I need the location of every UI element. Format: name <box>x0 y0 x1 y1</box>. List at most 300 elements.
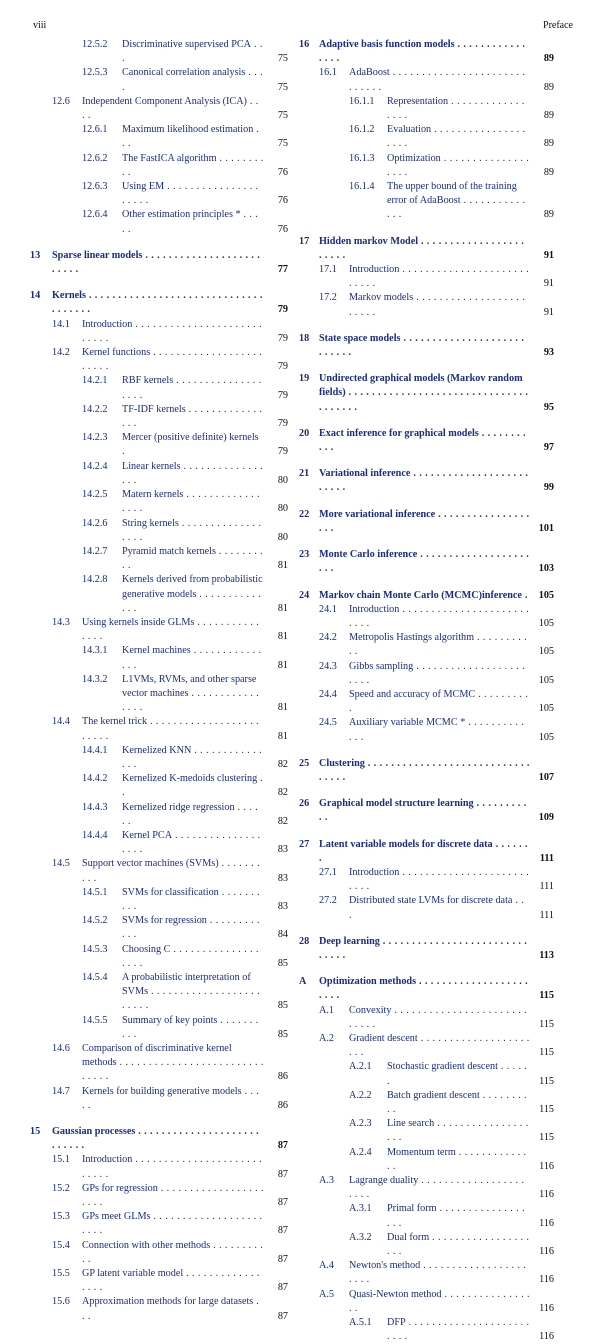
toc-entry-title: Hidden markov Model . . . . . . . . . . . . . . . . . . . . . . . <box>319 235 525 261</box>
toc-entry-title: SVMs for classification . . . . . . . . . . <box>122 886 261 912</box>
toc-entry-title: Maximum likelihood estimation . . . <box>122 124 260 150</box>
toc-entry-title: GP latent variable model . . . . . . . . . . . . . . . . . <box>82 1268 260 1294</box>
dot-leader: . . <box>122 773 264 799</box>
toc-entry-number: 27 <box>299 838 310 850</box>
toc-section-entry[interactable] <box>30 1014 288 1042</box>
dot-leader: . . . . . . . . . . . . . . . . . . . . . . . . . . . . . . . . . . . . . <box>52 290 263 316</box>
toc-entry-title: Introduction . . . . . . . . . . . . . . . . . . . . . . . . . . . <box>349 264 530 290</box>
toc-section-entry[interactable] <box>299 1032 554 1060</box>
toc-entry-page: 80 <box>277 474 288 486</box>
toc-entry-number: 14.2.1 <box>82 375 108 387</box>
dot-leader: . . . . . . . . . . . . . . . . . . . . . . <box>319 549 530 575</box>
toc-entry-page: 111 <box>539 852 554 864</box>
toc-entry-page: 93 <box>543 347 554 359</box>
toc-entry-number: 12.6.3 <box>82 181 108 193</box>
toc-section-entry[interactable] <box>30 1210 288 1238</box>
toc-section-entry[interactable] <box>299 1060 554 1088</box>
toc-entry-number: 18 <box>299 332 310 344</box>
toc-section-entry[interactable] <box>30 318 288 346</box>
toc-section-entry[interactable] <box>299 894 554 922</box>
toc-entry-page: 115 <box>539 1047 554 1059</box>
toc-entry-title: Graphical model structure learning . . . . . . . . . . . <box>319 798 527 824</box>
toc-entry-number: 12.6.1 <box>82 124 108 136</box>
toc-chapter-entry[interactable] <box>299 757 554 785</box>
toc-section-entry[interactable] <box>299 1288 554 1316</box>
dot-leader: . . . . . . . . . . . . . . . . . . . . . . . <box>349 660 526 686</box>
toc-entry-number: 14.3.1 <box>82 645 108 657</box>
toc-entry-page: 85 <box>277 957 288 969</box>
toc-entry-page: 87 <box>277 1140 288 1152</box>
toc-entry-page: 81 <box>277 730 288 742</box>
toc-entry-title: Gaussian processes . . . . . . . . . . . . . . . . . . . . . . . . . . . <box>52 1126 260 1152</box>
toc-entry-title: Introduction . . . . . . . . . . . . . . . . . . . . . . . . . . <box>349 603 530 629</box>
toc-entry-title: GPs for regression . . . . . . . . . . . . . . . . . . . . . . <box>82 1182 264 1209</box>
dot-leader: . . . . . . . . . . . . . . . . . . . . . . . . . . <box>349 866 530 893</box>
toc-entry-page: 95 <box>543 401 554 413</box>
dot-leader: . . . . . . . . . . . . <box>122 915 260 941</box>
toc-entry-page: 116 <box>539 1160 554 1172</box>
toc-section-entry[interactable] <box>30 1295 288 1323</box>
toc-section-entry[interactable] <box>299 866 554 894</box>
dot-leader: . . . <box>349 895 525 921</box>
toc-entry-page: 75 <box>277 138 288 150</box>
toc-entry-page: 105 <box>538 703 554 715</box>
toc-entry-page: 85 <box>277 1000 288 1012</box>
toc-entry-number: 14.5 <box>52 858 70 870</box>
dot-leader: . . . . . . . . . . . . . . . . . . . . . . . . . . . . <box>349 1004 528 1030</box>
toc-section-entry[interactable] <box>30 517 288 545</box>
toc-entry-number: 20 <box>299 427 310 439</box>
toc-section-entry[interactable] <box>30 886 288 914</box>
toc-entry-number: 24.3 <box>319 660 337 672</box>
toc-entry-number: 16.1.1 <box>349 95 375 107</box>
dot-leader: . . . . . . . . . . . . . . . . . . . . . . . . . . . . . . <box>82 1057 264 1083</box>
toc-section-entry[interactable] <box>30 829 288 857</box>
toc-entry-page: 109 <box>538 812 554 824</box>
toc-chapter-entry[interactable] <box>30 249 288 277</box>
toc-entry-number: A.2.4 <box>349 1146 372 1158</box>
toc-entry-number: 23 <box>299 549 310 561</box>
toc-chapter-entry[interactable] <box>299 508 554 536</box>
toc-entry-title: Stochastic gradient descent . . . . . . <box>387 1061 528 1087</box>
toc-entry-title: The FastICA algorithm . . . . . . . . . . <box>122 152 264 178</box>
toc-chapter-entry[interactable] <box>299 467 554 495</box>
toc-entry-page: 83 <box>277 844 288 856</box>
dot-leader: . . . . . . . . . . . . . . . . . . . . . . . . . <box>52 249 261 276</box>
toc-entry-title: Introduction . . . . . . . . . . . . . . . . . . . . . . . . . . . <box>82 1154 263 1180</box>
toc-entry-page: 81 <box>277 659 288 671</box>
toc-entry-number: 14.4.3 <box>82 801 108 813</box>
toc-entry-title: Monte Carlo inference . . . . . . . . . . . . . . . . . . . . . . <box>319 549 530 575</box>
toc-section-entry[interactable] <box>30 403 288 431</box>
dot-leader: . . . . . . . . . . <box>82 858 260 884</box>
dot-leader: . . . . . . . . . . . . . . . . . . . . . . . . . <box>387 1317 530 1343</box>
toc-chapter-entry[interactable] <box>299 975 554 1003</box>
dot-leader: . . . . . . . . . . . . . . <box>387 1146 527 1172</box>
toc-section-entry[interactable] <box>30 66 288 94</box>
toc-section-entry[interactable] <box>30 673 288 716</box>
running-header: Preface <box>543 20 573 31</box>
toc-entry-number: A.3.2 <box>349 1231 372 1243</box>
dot-leader: . . . <box>122 124 260 150</box>
toc-section-entry[interactable] <box>30 460 288 488</box>
toc-section-entry[interactable] <box>30 180 288 208</box>
toc-entry-title: Quasi-Newton method . . . . . . . . . . . . . . . . . <box>349 1288 530 1314</box>
toc-entry-page: 82 <box>277 787 288 799</box>
toc-entry-page: 116 <box>539 1302 554 1314</box>
dot-leader: . . . . . . . . . . . . . . . . . . . . . . . . . . . . . <box>349 67 526 93</box>
toc-section-entry[interactable] <box>30 545 288 573</box>
toc-entry-number: 24 <box>299 589 310 601</box>
dot-leader: . . . . . . . . . . <box>387 1089 527 1115</box>
toc-entry-page: 76 <box>277 195 288 207</box>
toc-section-entry[interactable] <box>299 631 554 659</box>
toc-entry-title: Momentum term . . . . . . . . . . . . . . <box>387 1146 527 1172</box>
toc-entry-page: 77 <box>277 264 288 276</box>
toc-entry-page: 79 <box>277 418 288 430</box>
toc-entry-page: 81 <box>277 631 288 643</box>
dot-leader: . . . . . . . . . . . . . . . . . . <box>387 1203 525 1229</box>
toc-entry-number: A.2.1 <box>349 1061 372 1073</box>
toc-entry-page: 86 <box>277 1099 288 1111</box>
toc-entry-page: 82 <box>277 815 288 827</box>
toc-entry-title: Markov chain Monte Carlo (MCMC)inference . <box>319 589 528 601</box>
toc-section-entry[interactable] <box>299 95 554 123</box>
toc-entry-title: DFP . . . . . . . . . . . . . . . . . . . . . . . . . <box>387 1317 530 1343</box>
toc-entry-page: 87 <box>277 1310 288 1322</box>
toc-entry-number: 15.1 <box>52 1154 70 1166</box>
toc-section-entry[interactable] <box>299 1202 554 1230</box>
toc-section-entry[interactable] <box>299 1004 554 1032</box>
toc-entry-number: 14.5.4 <box>82 972 108 983</box>
toc-entry-title: Kernelized KNN . . . . . . . . . . . . . . . <box>122 744 263 770</box>
toc-entry-number: 14.5.5 <box>82 1014 108 1026</box>
toc-entry-number: 14.2.2 <box>82 403 108 415</box>
toc-section-entry[interactable] <box>30 95 288 123</box>
toc-entry-title: Undirected graphical models (Markov random fields) . . . . . . . . . . . . . . . . . . . . . . . . . . . . . . . . . . . . . . <box>319 373 529 413</box>
toc-chapter-entry[interactable] <box>299 38 554 66</box>
toc-entry-page: 115 <box>539 1132 554 1144</box>
toc-section-entry[interactable] <box>30 971 288 1014</box>
toc-section-entry[interactable] <box>30 573 288 616</box>
toc-entry-number: 16.1.2 <box>349 124 375 136</box>
toc-entry-number: A.5.1 <box>349 1317 372 1329</box>
toc-entry-page: 116 <box>539 1217 554 1229</box>
toc-chapter-entry[interactable] <box>299 935 554 963</box>
toc-entry-number: 15.6 <box>52 1296 70 1308</box>
toc-entry-title: Deep learning . . . . . . . . . . . . . . . . . . . . . . . . . . . . . . <box>319 935 528 961</box>
dot-leader: . . . <box>82 1296 260 1322</box>
toc-entry-title: Auxiliary variable MCMC * . . . . . . . . . . . . . <box>349 717 525 743</box>
toc-entry-number: A <box>299 976 307 988</box>
toc-entry-title: Summary of key points . . . . . . . . . . <box>122 1014 259 1040</box>
toc-right-column <box>299 38 554 1344</box>
dot-leader: . . . . . . . . . . . . . . . . . . . . . <box>122 181 259 207</box>
toc-entry-title: L1VMs, RVMs, and other sparse vector machines . . . . . . . . . . . . . . . . <box>122 673 260 714</box>
toc-entry-page: 91 <box>543 278 554 290</box>
toc-chapter-entry[interactable] <box>299 427 554 455</box>
dot-leader: . . . . . . . . . . . <box>319 427 526 454</box>
toc-entry-page: 116 <box>539 1246 554 1258</box>
dot-leader: . . . . . . . . . . . . . . <box>387 195 526 221</box>
toc-entry-title: Kernels for building generative models . . . . . <box>82 1085 260 1111</box>
toc-entry-title: SVMs for regression . . . . . . . . . . . . <box>122 915 260 941</box>
toc-section-entry[interactable] <box>30 914 288 942</box>
toc-section-entry[interactable] <box>30 431 288 459</box>
toc-section-entry[interactable] <box>299 180 554 223</box>
toc-entry-title: Line search . . . . . . . . . . . . . . . . . . . <box>387 1118 529 1144</box>
toc-entry-page: 103 <box>538 563 554 575</box>
toc-section-entry[interactable] <box>30 123 288 151</box>
toc-entry-number: 14.4 <box>52 716 70 728</box>
toc-entry-page: 80 <box>277 531 288 543</box>
toc-chapter-entry[interactable] <box>30 289 288 317</box>
toc-entry-title: Using EM . . . . . . . . . . . . . . . . . . . . . <box>122 181 259 207</box>
toc-entry-page: 81 <box>277 602 288 614</box>
page-number: viii <box>33 20 47 31</box>
dot-leader: . . . . . . . . . . . . . . . . . . . . . . . <box>319 976 529 1002</box>
dot-leader: . . . . . . . . . . . . . . . . . <box>82 1268 260 1294</box>
toc-entry-page: 84 <box>277 929 288 941</box>
dot-leader: . . . . . . . . . . . . . <box>349 717 525 743</box>
toc-section-entry[interactable] <box>299 1259 554 1287</box>
dot-leader: . . . . . . . . . . . . . . . <box>82 616 260 643</box>
toc-section-entry[interactable] <box>299 1089 554 1117</box>
toc-section-entry[interactable] <box>299 716 554 744</box>
toc-entry-title: Using kernels inside GLMs . . . . . . . . . . . . . . . <box>82 616 260 643</box>
toc-section-entry[interactable] <box>30 772 288 800</box>
toc-entry-number: 14.4.4 <box>82 829 108 841</box>
toc-entry-title: Support vector machines (SVMs) . . . . . . . . . . <box>82 858 260 884</box>
dot-leader: . . . . . . . . . . . . . . . . . <box>122 489 261 515</box>
toc-entry-number: 26 <box>299 798 310 810</box>
dot-leader: . . . . . . . . . . . . . . . . . . . <box>387 152 530 178</box>
toc-entry-title: Kernels . . . . . . . . . . . . . . . . . . . . . . . . . . . . . . . . . . . . . <box>52 290 263 316</box>
dot-leader: . . . . . . . . . . . . . . . . . . . <box>387 1118 529 1144</box>
toc-section-entry[interactable] <box>299 1117 554 1145</box>
toc-section-entry[interactable] <box>30 488 288 516</box>
toc-entry-page: 89 <box>543 81 554 93</box>
dot-leader: . . . . . . . . . . . . . . . . . . . <box>122 375 262 401</box>
toc-chapter-entry[interactable] <box>299 589 554 603</box>
toc-entry-number: 12.5.2 <box>82 39 108 50</box>
toc-entry-number: 17 <box>299 235 310 247</box>
dot-leader: . . . . . . . . . . . . . . . . . <box>349 1288 530 1314</box>
toc-entry-page: 116 <box>539 1189 554 1201</box>
toc-section-entry[interactable] <box>30 346 288 374</box>
toc-entry-number: 16.1.4 <box>349 181 375 193</box>
toc-entry-title: Other estimation principles * . . . . . <box>122 209 259 235</box>
toc-section-entry[interactable] <box>299 152 554 180</box>
toc-section-entry[interactable] <box>30 1085 288 1113</box>
toc-entry-page: 79 <box>277 446 288 458</box>
dot-leader: . . . . . . . . . . . . . . . . . . . <box>319 508 530 534</box>
toc-entry-title: A probabilistic interpretation of SVMs . . . . . . . . . . . . . . . . . . . . . . . . <box>122 972 261 1012</box>
toc-section-entry[interactable] <box>30 374 288 402</box>
dot-leader: . . . . . . <box>387 1061 528 1087</box>
toc-section-entry[interactable] <box>299 66 554 94</box>
toc-entry-title: Kernels derived from probabilistic generative models . . . . . . . . . . . . . . <box>122 574 263 614</box>
toc-entry-page: 89 <box>543 166 554 178</box>
toc-entry-number: 12.5.3 <box>82 67 108 79</box>
toc-entry-title: Markov models . . . . . . . . . . . . . . . . . . . . . . . . <box>349 292 526 318</box>
dot-leader: . <box>122 446 125 458</box>
toc-chapter-entry[interactable] <box>299 548 554 576</box>
toc-section-entry[interactable] <box>30 1267 288 1295</box>
toc-entry-number: 14.2.5 <box>82 489 108 501</box>
toc-entry-number: 16.1.3 <box>349 152 375 164</box>
dot-leader: . . . . . . . . . . . . . . . . . . . . . . . . . <box>319 468 529 494</box>
toc-entry-page: 115 <box>539 1018 554 1030</box>
toc-entry-title: Distributed state LVMs for discrete data . . . <box>349 895 525 921</box>
toc-entry-page: 76 <box>277 166 288 178</box>
dot-leader: . . . . . . . . . . . <box>319 798 527 824</box>
toc-entry-number: 22 <box>299 508 310 520</box>
toc-entry-number: 14.5.2 <box>82 915 108 927</box>
toc-entry-page: 115 <box>539 990 554 1002</box>
toc-entry-number: A.2.3 <box>349 1118 372 1130</box>
toc-entry-page: 87 <box>277 1197 288 1209</box>
toc-entry-page: 101 <box>538 522 554 534</box>
toc-section-entry[interactable] <box>30 38 288 66</box>
toc-entry-number: 15.3 <box>52 1211 70 1223</box>
toc-entry-title: State space models . . . . . . . . . . . . . . . . . . . . . . . . . . . <box>319 332 525 359</box>
toc-section-entry[interactable] <box>299 123 554 151</box>
toc-entry-page: 105 <box>538 589 554 601</box>
toc-entry-page: 83 <box>277 872 288 884</box>
dot-leader: . . . <box>122 39 263 65</box>
toc-entry-page: 85 <box>277 1028 288 1040</box>
toc-entry-number: 13 <box>30 249 41 261</box>
toc-entry-number: 14.4.2 <box>82 773 108 785</box>
toc-entry-number: 17.1 <box>319 264 337 276</box>
toc-section-entry[interactable] <box>299 263 554 291</box>
toc-chapter-entry[interactable] <box>299 372 554 415</box>
toc-entry-number: 16 <box>299 39 310 50</box>
toc-section-entry[interactable] <box>30 801 288 829</box>
toc-section-entry[interactable] <box>30 1182 288 1210</box>
toc-entry-page: 97 <box>543 442 554 454</box>
toc-section-entry[interactable] <box>30 1239 288 1267</box>
dot-leader: . . . . . . . . . . . . . . . . . . . . . . . <box>319 235 525 261</box>
toc-entry-page: 89 <box>543 138 554 150</box>
dot-leader: . . . . . . . . . . . . . . . . . . . . . . . . . . <box>349 603 530 629</box>
dot-leader: . . . . . . . . . . . . . . . . . . <box>122 517 262 543</box>
toc-entry-page: 91 <box>543 249 554 261</box>
dot-leader: . . . . <box>82 95 259 122</box>
toc-entry-title: Gibbs sampling . . . . . . . . . . . . . . . . . . . . . . . <box>349 660 526 686</box>
toc-entry-title: Connection with other methods . . . . . . . . . . . <box>82 1239 264 1265</box>
toc-section-entry[interactable] <box>30 715 288 743</box>
toc-entry-page: 89 <box>543 209 554 221</box>
toc-entry-page: 79 <box>277 332 288 344</box>
toc-entry-title: Speed and accuracy of MCMC . . . . . . . . . . <box>349 688 529 715</box>
dot-leader: . . . . . . . . . . . . . . . . . . . . . . . . . . . . . . . . . . . . . . <box>319 387 529 413</box>
dot-leader: . . . . . . . . . . . . . . . <box>122 744 263 770</box>
toc-entry-title: TF-IDF kernels . . . . . . . . . . . . . . . . <box>122 403 263 430</box>
toc-entry-page: 75 <box>277 81 288 93</box>
dot-leader: . . . . . . . . . . . . . . <box>122 588 262 614</box>
toc-section-entry[interactable] <box>30 943 288 971</box>
toc-section-entry[interactable] <box>299 660 554 688</box>
toc-entry-number: 14.7 <box>52 1085 70 1097</box>
toc-entry-title: Clustering . . . . . . . . . . . . . . . . . . . . . . . . . . . . . . . . . <box>319 757 530 783</box>
toc-entry-number: 24.4 <box>319 688 337 700</box>
toc-section-entry[interactable] <box>30 744 288 772</box>
toc-entry-number: 12.6 <box>52 95 70 107</box>
toc-entry-number: 15.4 <box>52 1239 70 1251</box>
toc-entry-page: 115 <box>539 1075 554 1087</box>
toc-entry-title: Primal form . . . . . . . . . . . . . . . . . . <box>387 1203 525 1229</box>
toc-section-entry[interactable] <box>299 291 554 319</box>
toc-chapter-entry[interactable] <box>299 332 554 360</box>
toc-section-entry[interactable] <box>30 152 288 180</box>
toc-entry-title: Metropolis Hastings algorithm . . . . . . . . . . . <box>349 632 528 658</box>
dot-leader: . . . . . . . <box>319 838 529 864</box>
toc-chapter-entry[interactable] <box>299 797 554 825</box>
toc-entry-number: 15.5 <box>52 1268 70 1280</box>
toc-entry-page: 81 <box>277 702 288 714</box>
toc-section-entry[interactable] <box>299 1174 554 1202</box>
toc-section-entry[interactable] <box>30 616 288 644</box>
toc-entry-page: 116 <box>539 1331 554 1343</box>
toc-entry-title: Optimization methods . . . . . . . . . . . . . . . . . . . . . . . <box>319 976 529 1002</box>
toc-entry-number: 14.1 <box>52 318 70 330</box>
toc-section-entry[interactable] <box>299 603 554 631</box>
toc-entry-title: Evaluation . . . . . . . . . . . . . . . . . . . . <box>387 124 526 150</box>
toc-entry-number: 14.2.6 <box>82 517 108 529</box>
toc-chapter-entry[interactable] <box>30 1125 288 1153</box>
toc-entry-title: Representation . . . . . . . . . . . . . . . . . <box>387 95 525 122</box>
toc-section-entry[interactable] <box>299 1231 554 1259</box>
dot-leader: . . . . . . . . . . . <box>349 632 528 658</box>
toc-section-entry[interactable] <box>30 1042 288 1085</box>
toc-entry-title: GPs meet GLMs . . . . . . . . . . . . . . . . . . . . . . . <box>82 1211 263 1237</box>
dot-leader: . . . . . . <box>122 801 259 827</box>
toc-chapter-entry[interactable] <box>299 235 554 263</box>
dot-leader: . . . . . . . . . . <box>349 688 529 715</box>
toc-entry-number: A.2.2 <box>349 1089 372 1101</box>
dot-leader: . . . . . <box>122 209 259 235</box>
toc-entry-number: 27.2 <box>319 895 337 907</box>
toc-entry-number: 14.2.4 <box>82 460 108 472</box>
toc-section-entry[interactable] <box>30 644 288 672</box>
toc-chapter-entry[interactable] <box>299 838 554 866</box>
toc-entry-page: 76 <box>277 223 288 235</box>
dot-leader: . . . . . . . . . . . . . . . <box>122 645 262 671</box>
toc-section-entry[interactable] <box>30 857 288 885</box>
toc-section-entry[interactable] <box>30 1153 288 1181</box>
toc-entry-page: 75 <box>277 110 288 122</box>
toc-section-entry[interactable] <box>299 688 554 716</box>
toc-entry-page: 79 <box>277 304 288 316</box>
toc-entry-title: Comparison of discriminative kernel methods . . . . . . . . . . . . . . . . . . . . . . . . . . . . . . <box>82 1043 264 1083</box>
toc-entry-page: 89 <box>543 53 554 65</box>
toc-entry-number: A.3 <box>319 1175 334 1187</box>
toc-section-entry[interactable] <box>30 208 288 236</box>
toc-entry-page: 116 <box>539 1274 554 1286</box>
dot-leader: . . . . . . . . . . . . . . . . . . . . . . . . . . . <box>82 1154 263 1180</box>
toc-entry-number: A.5 <box>319 1288 334 1300</box>
toc-entry-page: 87 <box>277 1225 288 1237</box>
toc-section-entry[interactable] <box>299 1146 554 1174</box>
toc-entry-title: Latent variable models for discrete data . . . . . . . <box>319 838 529 864</box>
toc-entry-number: 12.6.2 <box>82 152 108 164</box>
toc-section-entry[interactable] <box>299 1316 554 1344</box>
toc-entry-page: 83 <box>277 900 288 912</box>
toc-entry-page: 111 <box>539 909 554 921</box>
dot-leader: . . . . . . . . . . . . . . . . . <box>122 460 264 486</box>
